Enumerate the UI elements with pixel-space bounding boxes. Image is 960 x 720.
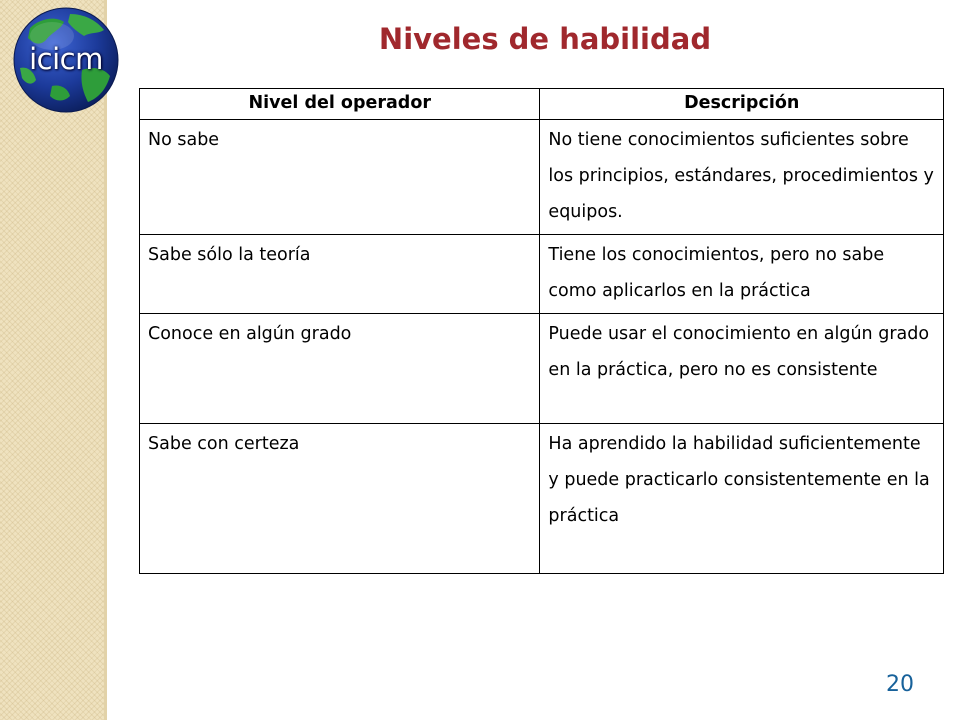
logo <box>12 6 120 114</box>
logo-text: icicm <box>29 42 103 76</box>
table-row <box>140 314 944 424</box>
description-cell: Puede usar el conocimiento en algún grado en la práctica, pero no es consistente <box>540 314 944 424</box>
description-cell: Ha aprendido la habilidad suficientemente y puede practicarlo consistentemente en la práctica <box>540 424 944 574</box>
operator-level-cell: Sabe sólo la teoría <box>140 235 540 314</box>
operator-level-cell: Conoce en algún grado <box>140 314 540 424</box>
header-operator-level: Nivel del operador <box>140 89 540 120</box>
table-row <box>140 424 944 574</box>
description-cell: Tiene los conocimientos, pero no sabe como aplicarlos en la práctica <box>540 235 944 314</box>
page-number: 20 <box>886 672 914 697</box>
skill-levels-table <box>139 88 944 574</box>
table-row <box>140 235 944 314</box>
operator-level-cell: No sabe <box>140 120 540 235</box>
header-description: Descripción <box>540 89 944 120</box>
operator-level-cell: Sabe con certeza <box>140 424 540 574</box>
description-cell: No tiene conocimientos suficientes sobre los principios, estándares, procedimientos y equipos. <box>540 120 944 235</box>
page-title: Niveles de habilidad <box>378 22 712 56</box>
table-row <box>140 120 944 235</box>
table-header-row <box>140 89 944 120</box>
